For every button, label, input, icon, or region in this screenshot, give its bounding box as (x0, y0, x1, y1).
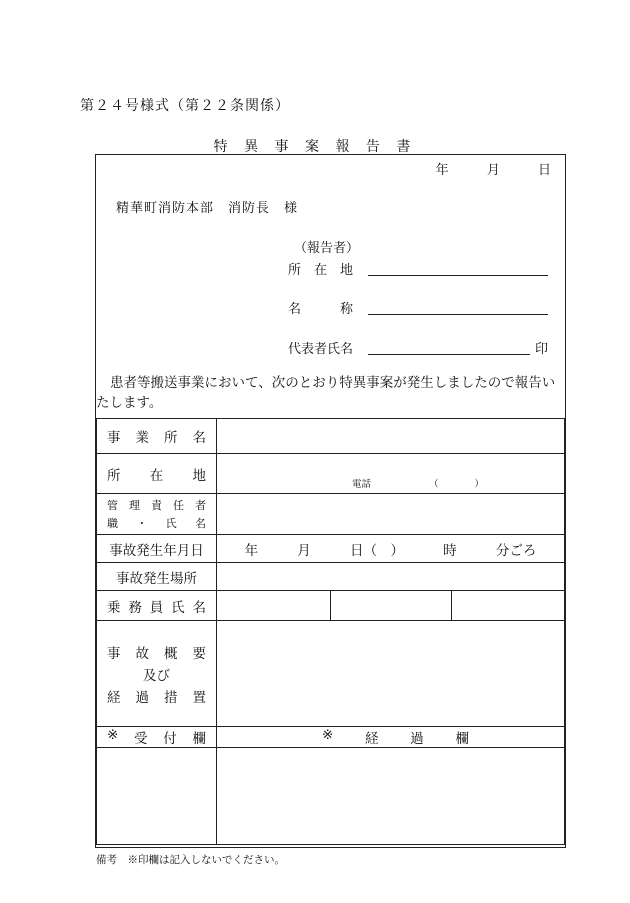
location-char: 在 (149, 467, 164, 484)
reception-char: 付 (163, 731, 177, 747)
reporter-address-label: 所 在 地 (288, 263, 354, 278)
summary1-char: 故 (135, 645, 149, 662)
crew-field-1[interactable] (217, 591, 331, 621)
crew-char: 務 (128, 599, 142, 616)
manager1-char: 者 (195, 499, 206, 512)
addressee: 精華町消防本部 消防長 様 (116, 201, 299, 216)
datetime-char: 年 (244, 542, 259, 559)
manager2-char: 名 (194, 517, 206, 530)
crew-char: 名 (192, 599, 206, 616)
crew-char: 乗 (107, 599, 121, 616)
datetime-char: 分ごろ (495, 542, 537, 559)
crew-field-3[interactable] (452, 591, 565, 621)
reporter-address-row (288, 259, 548, 279)
summary3-char: 過 (135, 689, 149, 706)
office-name-label (97, 419, 217, 454)
phone-paren-open: （ (429, 479, 439, 490)
progress-label (217, 727, 565, 748)
reception-char: ※ (107, 727, 119, 743)
summary-label (97, 621, 217, 727)
manager1-char: 任 (173, 499, 184, 512)
manager2-char: ・ (136, 517, 148, 530)
phone-paren-close: ） (474, 479, 485, 490)
accident-datetime-field[interactable] (217, 535, 565, 563)
office-name-char: 事 (107, 430, 121, 446)
date-month: 月 (486, 163, 500, 178)
reception-char: 欄 (192, 731, 206, 747)
datetime-char: 時 (443, 542, 457, 559)
reception-label (97, 727, 217, 748)
office-name-char: 所 (164, 430, 178, 446)
reporter-representative-label: 代表者氏名 (288, 342, 354, 357)
form-number: 第２４号様式（第２２条関係） (80, 98, 290, 114)
summary-field[interactable] (217, 621, 565, 727)
crew-label (97, 591, 217, 621)
accident-place-field[interactable] (217, 563, 565, 591)
reporter-heading: （報告者） (294, 241, 360, 256)
intro-text: 患者等搬送事業において、次のとおり特異事案が発生しましたので報告いたします。 (96, 375, 556, 411)
summary3-char: 置 (192, 689, 206, 706)
reporter-name-field[interactable] (368, 314, 548, 315)
location-char: 所 (107, 467, 121, 484)
datetime-char: 日（ ） (349, 542, 404, 559)
progress-char: ※ (322, 727, 334, 743)
reception-field (97, 748, 217, 845)
location-char: 地 (192, 467, 206, 484)
footnote: 備考 ※印欄は記入しないでください。 (96, 854, 285, 866)
office-name-field[interactable] (217, 419, 565, 454)
summary1-char: 事 (107, 645, 121, 662)
reception-char: 受 (134, 731, 148, 747)
reporter-name-row (288, 298, 548, 318)
progress-char: 欄 (455, 731, 469, 747)
date-day: 日 (537, 163, 551, 178)
crew-field-2[interactable] (331, 591, 452, 621)
progress-field (217, 748, 565, 845)
office-name-char: 業 (135, 430, 149, 446)
summary1-char: 要 (192, 645, 206, 662)
location-label (97, 454, 217, 494)
crew-char: 氏 (171, 599, 185, 616)
location-field[interactable] (217, 454, 565, 494)
accident-place-label: 事故発生場所 (97, 563, 217, 591)
summary-and-label: 及び (143, 667, 170, 684)
office-name-char: 名 (192, 430, 206, 446)
manager1-char: 理 (129, 499, 140, 512)
phone-label: 電話 (352, 479, 372, 490)
manager-field[interactable] (217, 494, 565, 535)
reporter-address-field[interactable] (368, 275, 548, 276)
manager2-char: 職 (107, 517, 118, 530)
progress-char: 過 (410, 731, 424, 747)
accident-datetime-label: 事故発生年月日 (97, 535, 217, 563)
reporter-representative-field[interactable] (368, 354, 530, 355)
phone-line (352, 476, 484, 490)
progress-char: 経 (365, 731, 379, 747)
reporter-representative-row (288, 338, 548, 358)
crew-char: 員 (149, 599, 164, 616)
reporter-name-label: 名 称 (288, 302, 354, 317)
date-line (402, 159, 551, 178)
manager1-char: 責 (151, 499, 162, 512)
summary3-char: 経 (107, 689, 121, 706)
incident-table (96, 418, 565, 845)
report-form (95, 154, 566, 848)
datetime-char: 月 (297, 542, 311, 559)
seal-mark: 印 (534, 342, 548, 357)
document-title: 特 異 事 案 報 告 書 (213, 139, 417, 155)
manager2-char: 氏 (165, 517, 177, 530)
summary1-char: 概 (164, 645, 178, 662)
manager1-char: 管 (107, 499, 118, 512)
summary3-char: 措 (164, 689, 178, 706)
manager-label (97, 494, 217, 535)
date-year: 年 (435, 163, 449, 178)
